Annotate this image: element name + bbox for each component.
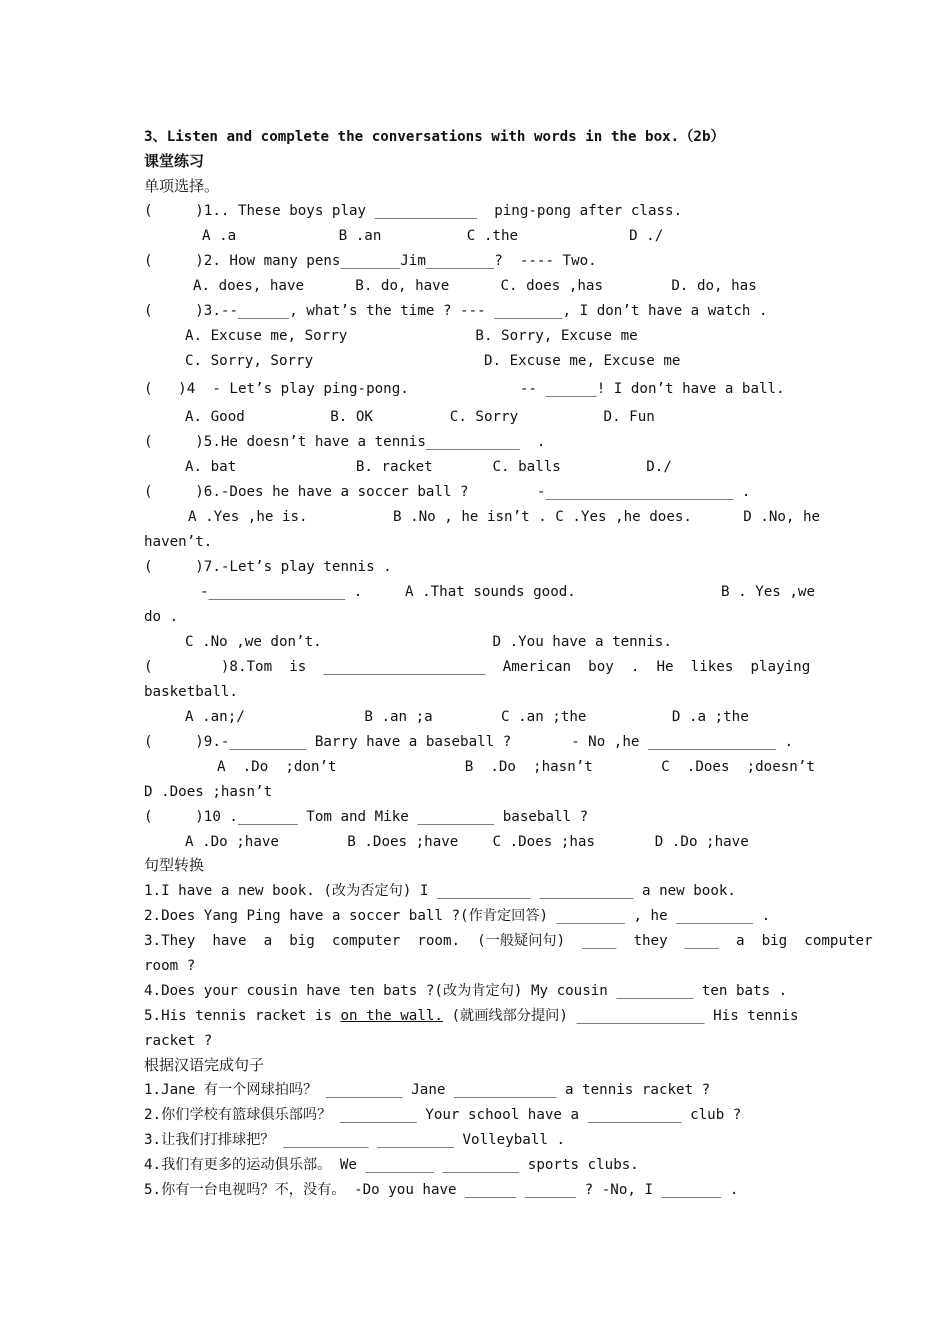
mc-question-10: ( )10 ._______ Tom and Mike _________ baseball ? (144, 809, 589, 825)
mc-options-3b: C. Sorry, Sorry D. Excuse me, Excuse me (185, 353, 681, 369)
transform-1: 1.I have a new book. (改为否定句) I ___________ ___________ a new book. (144, 883, 736, 899)
mc-question-3: ( )3.--______, what’s the time ? --- ________, I don’t have a watch . (144, 303, 768, 319)
mc-options-1: A .a B .an C .the D ./ (202, 228, 664, 244)
mc-question-4: ( )4 - Let’s play ping-pong. -- ______! I don’t have a ball. (144, 381, 785, 397)
mc-options-2: A. does, have B. do, have C. does ,has D. do, has (193, 278, 757, 294)
listen-instruction: 3、Listen and complete the conversations with words in the box.（2b） (144, 129, 725, 145)
complete-2: 2.你们学校有篮球俱乐部吗？ _________ Your school have a ___________ club ? (144, 1107, 742, 1123)
mc-options-7: -________________ . A .That sounds good. B . Yes ,we (200, 584, 815, 600)
mc-options-6: A .Yes ,he is. B .No , he isn’t . C .Yes ,he does. D .No, he (188, 509, 821, 525)
mc-question-5: ( )5.He doesn’t have a tennis___________ . (144, 434, 546, 450)
mc-question-2: ( )2. How many pens_______Jim________? ---- Two. (144, 253, 597, 269)
section-multiple-choice: 单项选择。 (144, 177, 220, 195)
underlined-phrase: on the wall. (340, 1008, 443, 1024)
complete-4: 4.我们有更多的运动俱乐部。 We ________ _________ sports clubs. (144, 1157, 639, 1173)
mc-options-10: A .Do ;have B .Does ;have C .Does ;has D .Do ;have (185, 834, 749, 850)
mc-options-9-cont: D .Does ;hasn’t (144, 784, 273, 800)
mc-options-3a: A. Excuse me, Sorry B. Sorry, Excuse me (185, 328, 638, 344)
mc-options-9: A .Do ;don’t B .Do ;hasn’t C .Does ;doesn’t (217, 759, 815, 775)
mc-question-6: ( )6.-Does he have a soccer ball ? -______________________ . (144, 484, 751, 500)
mc-options-6-cont: haven’t. (144, 534, 213, 550)
mc-options-7-cont: do . (144, 609, 179, 625)
transform-5-part-a: 5.His tennis racket is (144, 1008, 341, 1024)
mc-question-1: ( )1.. These boys play ____________ ping-pong after class. (144, 203, 683, 219)
transform-4: 4.Does your cousin have ten bats ?(改为肯定句) My cousin _________ ten bats . (144, 983, 788, 999)
mc-question-8: ( )8.Tom is ___________________ American boy . He likes playing (144, 659, 811, 675)
transform-2: 2.Does Yang Ping have a soccer ball ?(作肯定回答) ________ , he _________ . (144, 908, 771, 924)
section-complete-sentences: 根据汉语完成句子 (144, 1056, 265, 1074)
transform-5 (144, 1007, 799, 1025)
complete-5: 5.你有一台电视吗？不，没有。 -Do you have ______ ______ ? -No, I _______ . (144, 1182, 739, 1198)
mc-options-7-cd: C .No ,we don’t. D .You have a tennis. (185, 634, 672, 650)
mc-question-8-cont: basketball. (144, 684, 238, 700)
complete-3: 3.让我们打排球把？ __________ _________ Volleyball . (144, 1132, 565, 1148)
transform-3: 3.They have a big computer room. (一般疑问句) ____ they ____ a big computer (144, 933, 873, 949)
transform-3-cont: room ? (144, 958, 196, 974)
mc-question-7: ( )7.-Let’s play tennis . (144, 559, 392, 575)
section-classroom-practice: 课堂练习 (144, 152, 205, 170)
mc-question-9: ( )9.-_________ Barry have a baseball ? - No ,he _______________ . (144, 734, 794, 750)
complete-1: 1.Jane 有一个网球拍吗？ _________ Jane ____________ a tennis racket ? (144, 1082, 711, 1098)
mc-options-5: A. bat B. racket C. balls D./ (185, 459, 672, 475)
section-sentence-transform: 句型转换 (144, 856, 205, 874)
mc-options-8: A .an;/ B .an ;a C .an ;the D .a ;the (185, 709, 749, 725)
transform-5-part-b: (就画线部分提问) _______________ His tennis (442, 1008, 799, 1024)
mc-options-4: A. Good B. OK C. Sorry D. Fun (185, 409, 655, 425)
transform-5-cont: racket ? (144, 1033, 213, 1049)
